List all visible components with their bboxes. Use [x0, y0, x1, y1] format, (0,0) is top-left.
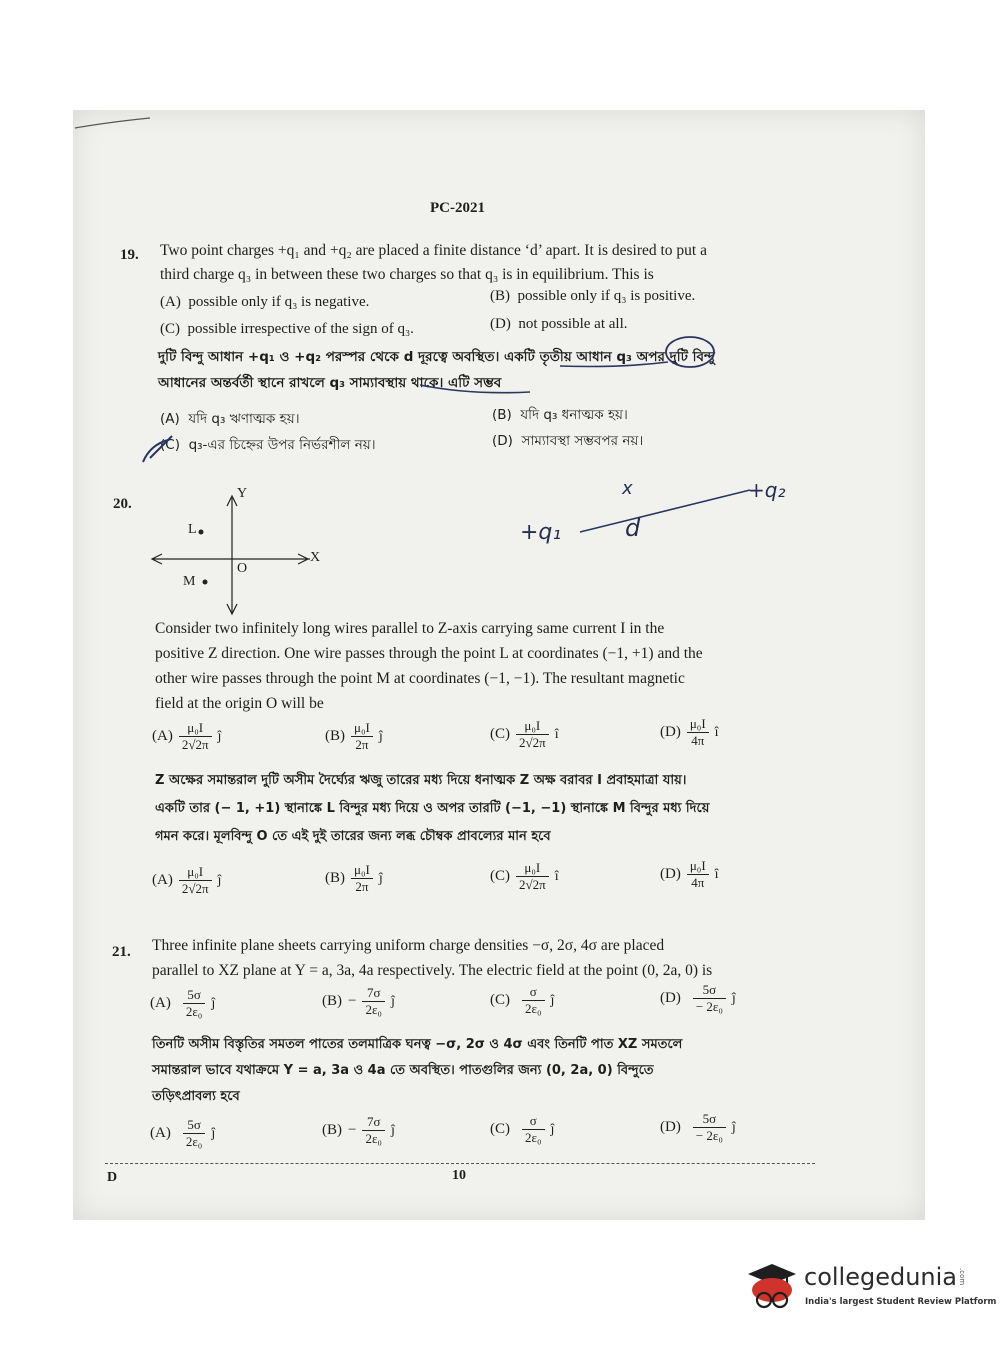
q21-bengali-line2: সমান্তরাল ভাবে যথাক্রমে Y = a, 3a ও 4a তে অবস্থিত। পাতগুলির জন্য (0, 2a, 0) বিন্দুতে	[152, 1063, 654, 1078]
q19-stem-line2: third charge q₃ in between these two charges so that q₃ is in equilibrium. This is	[160, 266, 654, 283]
q20-stem-line2: positive Z direction. One wire passes through the point L at coordinates (−1, +1) and the	[155, 645, 703, 662]
q19-option-a: (A) possible only if q₃ is negative.	[160, 294, 370, 310]
q21-bn-option-b: (B) − $\frac{7\sigma}{\text{2ε₀}}$ ĵ	[322, 1114, 395, 1146]
q21-option-a: (A) $\frac{5\sigma}{\text{2ε₀}}$ ĵ	[150, 987, 216, 1019]
footer-booklet-code: D	[107, 1170, 118, 1185]
paper-code: PC-2021	[430, 200, 485, 216]
q20-bn-option-a: (A) $\frac{\text{μ₀I}}{2√2\pi}$ ĵ	[152, 864, 222, 896]
q21-number: 21.	[112, 944, 131, 960]
q21-option-c: (C) $\frac{\sigma}{\text{2ε₀}}$ ĵ	[490, 984, 555, 1016]
pen-underline-1	[420, 385, 530, 393]
collegedunia-com: .com	[958, 1268, 966, 1286]
handwriting-x: x	[622, 478, 633, 499]
point-m-dot	[203, 580, 208, 585]
handwriting-q1: +q₁	[520, 520, 562, 545]
q21-option-d: (D) $\frac{5\sigma}{\text{− 2ε₀}}$ ĵ	[660, 982, 736, 1014]
q21-bengali-line3: তড়িৎপ্রাবল্য হবে	[152, 1089, 240, 1104]
q21-bn-option-a: (A) $\frac{5\sigma}{\text{2ε₀}}$ ĵ	[150, 1117, 216, 1149]
q19-bengali-option-c: (C) q₃-এর চিহ্নের উপর নির্ভরশীল নয়।	[160, 437, 376, 453]
handwriting-d: d	[625, 514, 641, 542]
q19-bengali-stem-line2: আধানের অন্তর্বর্তী স্থানে রাখলে q₃ সাম্যাবস্থায় থাকে। এটি সম্ভব	[158, 375, 502, 391]
q19-option-d: (D) not possible at all.	[490, 316, 628, 332]
pen-stroke-top	[75, 118, 150, 128]
q21-stem-line2: parallel to XZ plane at Y = a, 3a, 4a respectively. The electric field at the point (0, 2a, 0) is	[152, 962, 713, 979]
pen-underline-2	[560, 362, 668, 367]
collegedunia-logo-icon	[742, 1258, 802, 1312]
point-l-label: L	[188, 522, 197, 537]
q20-bengali-line2: একটি তার (− 1, +1) স্থানাঙ্কে L বিন্দুর মধ্য দিয়ে ও অপর তারটি (−1, −1) স্থানাঙ্কে M বিন্দুর মধ্য দিয়ে	[155, 801, 710, 816]
point-m-label: M	[183, 574, 196, 589]
q20-option-c: (C) $\frac{\text{μ₀I}}{2√2\pi}$ î	[490, 718, 559, 750]
q20-option-a: (A) $\frac{\text{μ₀I}}{2√2\pi}$ ĵ	[152, 720, 222, 752]
q20-axes-diagram	[150, 488, 330, 618]
pen-line-d	[580, 490, 750, 532]
q20-bn-option-d: (D) $\frac{\text{μ₀I}}{4\pi}$ î	[660, 858, 719, 890]
point-l-dot	[199, 530, 204, 535]
q21-stem-line1: Three infinite plane sheets carrying uniform charge densities −σ, 2σ, 4σ are placed	[152, 937, 665, 954]
q21-bn-option-d: (D) $\frac{5\sigma}{\text{− 2ε₀}}$ ĵ	[660, 1111, 736, 1143]
q20-number: 20.	[113, 496, 132, 512]
q19-bengali-option-d: (D) সাম্যাবস্থা সম্ভবপর নয়।	[492, 433, 644, 449]
page-number: 10	[452, 1168, 466, 1183]
q19-option-b: (B) possible only if q₃ is positive.	[490, 288, 696, 304]
collegedunia-brand: collegedunia	[804, 1263, 958, 1291]
y-axis-label: Y	[237, 486, 248, 501]
q19-stem-line1: Two point charges +q₁ and +q₂ are placed a finite distance ‘d’ apart. It is desired to put a	[160, 242, 707, 259]
q20-bn-option-c: (C) $\frac{\text{μ₀I}}{2√2\pi}$ î	[490, 860, 559, 892]
q21-option-b: (B) − $\frac{7\sigma}{\text{2ε₀}}$ ĵ	[322, 985, 395, 1017]
q19-bengali-stem-line1: দুটি বিন্দু আধান +q₁ ও +q₂ পরস্পর থেকে d দূরত্বে অবস্থিত। একটি তৃতীয় আধান q₃ অপর দুটি বিন্দু	[158, 349, 715, 365]
q20-stem-line1: Consider two infinitely long wires parallel to Z-axis carrying same current I in the	[155, 620, 665, 637]
x-axis-label: X	[310, 550, 321, 565]
origin-label: O	[237, 561, 248, 576]
q20-bengali-line1: Z অক্ষের সমান্তরাল দুটি অসীম দৈর্ঘ্যের ঋজু তারের মধ্য দিয়ে ধনাত্মক Z অক্ষ বরাবর I প্রবাহমাত্রা যায়।	[155, 773, 687, 788]
q20-stem-line4: field at the origin O will be	[155, 695, 324, 712]
q20-stem-line3: other wire passes through the point M at coordinates (−1, −1). The resultant magnetic	[155, 670, 685, 687]
q19-bengali-option-b: (B) যদি q₃ ধনাত্মক হয়।	[492, 407, 628, 423]
q19-option-c: (C) possible irrespective of the sign of q₃.	[160, 321, 414, 337]
q20-option-d: (D) $\frac{\text{μ₀I}}{4\pi}$ î	[660, 716, 719, 748]
q20-option-b: (B) $\frac{\text{μ₀I}}{2\pi}$ ĵ	[325, 720, 383, 752]
q20-bengali-line3: গমন করে। মূলবিন্দু O তে এই দুই তারের জন্য লব্ধ চৌম্বক প্রাবল্যের মান হবে	[155, 829, 551, 844]
q21-bn-option-c: (C) $\frac{\sigma}{\text{2ε₀}}$ ĵ	[490, 1113, 555, 1145]
q19-bengali-option-a: (A) যদি q₃ ঋণাত্মক হয়।	[160, 411, 300, 427]
footer-divider	[105, 1163, 815, 1164]
pen-tick-mark	[143, 436, 172, 462]
collegedunia-tagline: India's largest Student Review Platform	[805, 1297, 997, 1307]
pen-circle	[666, 337, 714, 367]
q19-number: 19.	[120, 247, 139, 263]
handwriting-q2: +q₂	[748, 478, 786, 502]
q21-bengali-line1: তিনটি অসীম বিস্তৃতির সমতল পাতের তলমাত্রিক ঘনত্ব −σ, 2σ ও 4σ এবং তিনটি পাত XZ সমতলে	[152, 1037, 683, 1052]
q20-bn-option-b: (B) $\frac{\text{μ₀I}}{2\pi}$ ĵ	[325, 862, 383, 894]
